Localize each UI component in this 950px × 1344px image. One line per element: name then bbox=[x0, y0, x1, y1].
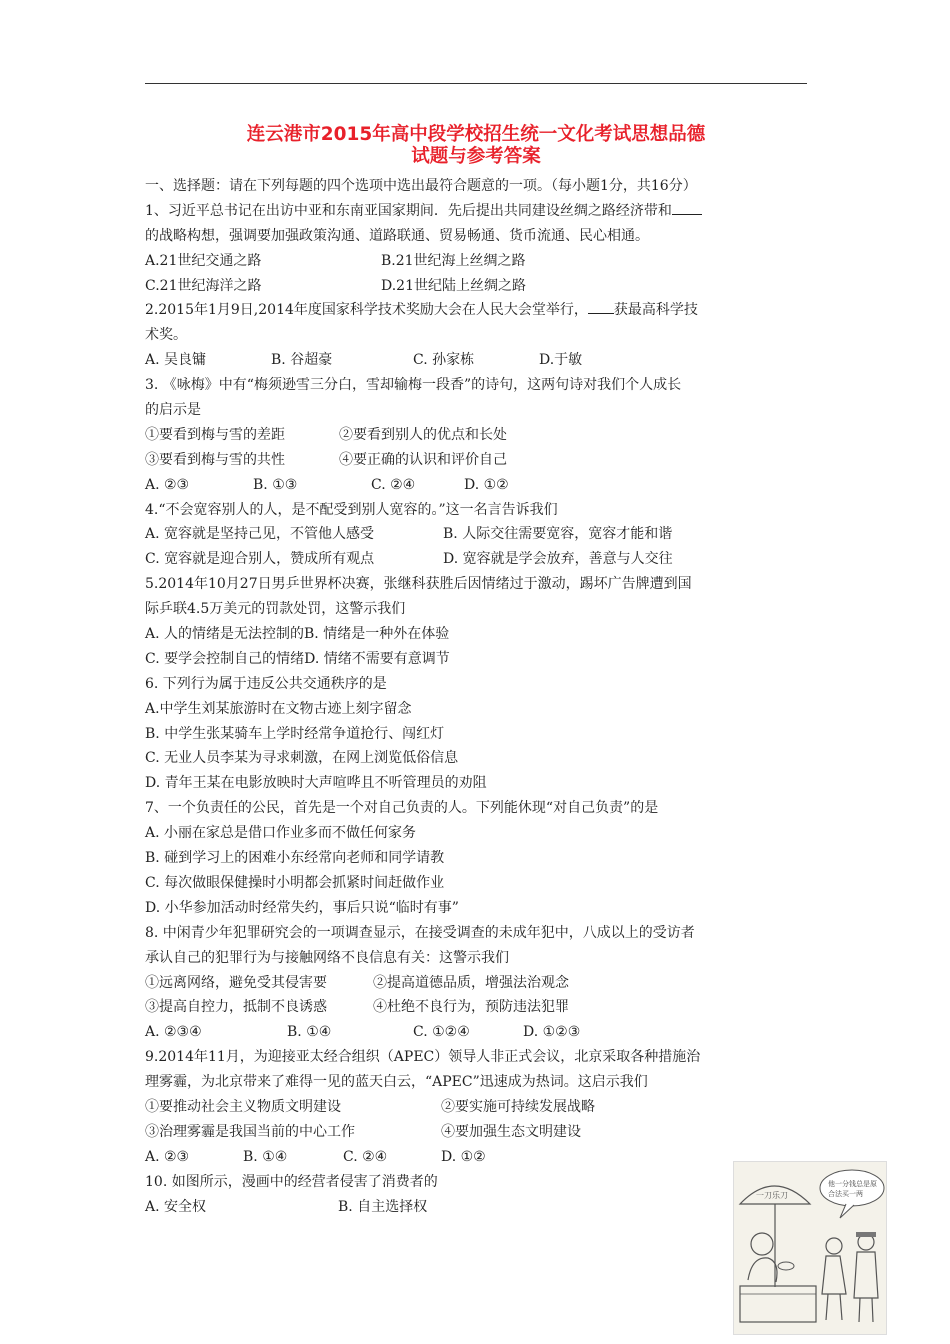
question-5-stem-cont: 际乒联4.5万美元的罚款处罚，这警示我们 bbox=[145, 601, 406, 618]
item-3: ③治理雾霾是我国当前的中心工作 bbox=[145, 1123, 355, 1140]
item-1: ①要推动社会主义物质文明建设 bbox=[145, 1098, 341, 1115]
option-b: B. ①③ bbox=[253, 476, 298, 493]
bubble-text-2: 合法买一两 bbox=[828, 1190, 863, 1198]
answer-blank bbox=[588, 299, 614, 314]
option-d: D. ①② bbox=[464, 476, 509, 493]
option-c: C. 无业人员李某为寻求刺激，在网上浏览低俗信息 bbox=[145, 750, 459, 767]
vendor-body bbox=[748, 1258, 777, 1282]
option-d: D. 宽容就是学会放弃，善意与人交往 bbox=[443, 551, 673, 568]
option-a: A. 小丽在家总是借口作业多而不做任何家务 bbox=[145, 825, 417, 842]
option-a: A. 安全权 bbox=[145, 1198, 207, 1215]
speech-bubble-tail bbox=[840, 1204, 854, 1218]
item-2: ②要实施可持续发展战略 bbox=[441, 1098, 595, 1115]
customer-head bbox=[826, 1238, 842, 1254]
question-3-options bbox=[145, 473, 810, 498]
question-6-stem: 6. 下列行为属于违反公共交通秩序的是 bbox=[145, 675, 387, 692]
option-d: D. 青年王某在电影放映时大声喧哗且不听管理员的劝阻 bbox=[145, 775, 487, 792]
option-c: C. ①②④ bbox=[413, 1024, 470, 1041]
customer-body bbox=[822, 1256, 846, 1294]
question-9-items-34 bbox=[145, 1120, 810, 1145]
item-2: ②要看到别人的优点和长处 bbox=[339, 426, 507, 443]
option-b: B. 中学生张某骑车上学时经常争道抢行、闯红灯 bbox=[145, 725, 445, 742]
question-7-stem: 7、一个负责任的公民，首先是一个对自己负责的人。下列能休现“对自己负责”的是 bbox=[145, 800, 659, 817]
option-d: D.21世纪陆上丝绸之路 bbox=[381, 277, 526, 294]
item-3: ③提高自控力，抵制不良诱惑 bbox=[145, 999, 327, 1016]
question-4-options-ab bbox=[145, 522, 810, 547]
question-3-stem: 3. 《咏梅》中有“梅须逊雪三分白，雪却输梅一段香”的诗句，这两句诗对我们个人成长 bbox=[145, 377, 682, 394]
stall-counter bbox=[740, 1286, 816, 1322]
option-a: A. ②③ bbox=[145, 1148, 190, 1165]
question-4-stem: 4.“不会宽容别人的人，是不配受到别人宽容的。”这一名言告诉我们 bbox=[145, 501, 558, 518]
option-c: C.21世纪海洋之路 bbox=[145, 277, 262, 294]
answer-blank bbox=[672, 200, 702, 215]
question-3-stem-cont: 的启示是 bbox=[145, 402, 201, 419]
question-1-stem: 1、习近平总书记在出访中亚和东南亚国家期间．先后提出共同建设丝绸之路经济带和 bbox=[145, 199, 810, 224]
question-5-options-cd: C. 要学会控制自己的情绪D. 情绪不需要有意调节 bbox=[145, 650, 450, 667]
option-a: A. ②③ bbox=[145, 476, 190, 493]
question-8-items-34 bbox=[145, 995, 810, 1020]
option-a: A. 宽容就是坚持己见，不管他人感受 bbox=[145, 526, 375, 543]
question-2-stem: 2.2015年1月9日,2014年度国家科学技术奖励大会在人民大会堂举行， 获最高科学技 bbox=[145, 298, 810, 323]
item-4: ④杜绝不良行为，预防违法犯罪 bbox=[373, 999, 569, 1016]
option-d: D. 小华参加活动时经常失约，事后只说“临时有事” bbox=[145, 899, 459, 916]
option-b: B.21世纪海上丝绸之路 bbox=[381, 252, 526, 269]
question-9-items-12 bbox=[145, 1095, 810, 1120]
option-b: B. 人际交往需要宽容，宽容才能和谐 bbox=[443, 526, 673, 543]
question-1-stem-cont: 的战略构想，强调要加强政策沟通、道路联通、贸易畅通、货币流通、民心相通。 bbox=[145, 227, 649, 244]
option-a: A.21世纪交通之路 bbox=[145, 252, 262, 269]
section-heading: 一、选择题：请在下列每题的四个选项中选出最符合题意的一项。（每小题1分，共16分） bbox=[145, 178, 697, 194]
bubble-text-1: 他一分钱总是原 bbox=[828, 1180, 877, 1188]
item-1: ①远离网络，避免受其侵害要 bbox=[145, 974, 327, 991]
umbrella-text: 一刀乐刀 bbox=[756, 1191, 788, 1200]
speech-bubble bbox=[820, 1170, 884, 1206]
question-10-stem: 10. 如图所示，漫画中的经营者侵害了消费者的 bbox=[145, 1173, 438, 1190]
option-b: B. ①④ bbox=[243, 1148, 288, 1165]
question-9-stem-cont: 理雾霾，为北京带来了难得一见的蓝天白云，“APEC”迅速成为热词。这启示我们 bbox=[145, 1074, 648, 1091]
vendor-head bbox=[751, 1233, 773, 1255]
option-b: B. 碰到学习上的困难小东经常向老师和同学请教 bbox=[145, 850, 445, 867]
cartoon-illustration bbox=[733, 1161, 887, 1335]
page-title: 连云港市2015年高中段学校招生统一文化考试思想品德 bbox=[246, 124, 706, 145]
question-10-options bbox=[145, 1195, 810, 1220]
question-3-items-34 bbox=[145, 448, 810, 473]
item-4: ④要正确的认识和评价自己 bbox=[339, 451, 507, 468]
question-1-options-cd bbox=[145, 274, 810, 299]
question-2-stem-cont: 术奖。 bbox=[145, 327, 187, 344]
option-d: D. ①②③ bbox=[523, 1024, 581, 1041]
option-c: C. 每次做眼保健操时小明都会抓紧时间赶做作业 bbox=[145, 874, 445, 891]
option-c: C. 孙家栋 bbox=[413, 352, 475, 369]
question-5-options-ab: A. 人的情绪是无法控制的B. 情绪是一种外在体验 bbox=[145, 626, 450, 643]
item-3: ③要看到梅与雪的共性 bbox=[145, 451, 285, 468]
question-8-stem: 8. 中闲青少年犯罪研究会的一项调查显示，在接受调查的未成年犯中，八成以上的受访者 bbox=[145, 924, 695, 941]
question-3-items-12 bbox=[145, 423, 810, 448]
item-1: ①要看到梅与雪的差距 bbox=[145, 426, 285, 443]
scale-icon bbox=[778, 1262, 794, 1270]
option-b: B. ①④ bbox=[287, 1024, 332, 1041]
option-d: D.于敏 bbox=[539, 352, 583, 369]
option-c: C. ②④ bbox=[343, 1148, 388, 1165]
option-c: C. 宽容就是迎合别人，赞成所有观点 bbox=[145, 551, 375, 568]
question-8-items-12 bbox=[145, 971, 810, 996]
option-c: C. ②④ bbox=[371, 476, 416, 493]
option-d: D. ①② bbox=[441, 1148, 486, 1165]
officer-body bbox=[854, 1252, 878, 1298]
question-9-options bbox=[145, 1145, 810, 1170]
option-a: A. ②③④ bbox=[145, 1024, 202, 1041]
option-a: A.中学生刘某旅游时在文物古迹上刻字留念 bbox=[145, 700, 412, 717]
question-2-options bbox=[145, 348, 810, 373]
question-8-stem-cont: 承认自己的犯罪行为与接触网络不良信息有关：这警示我们 bbox=[145, 949, 509, 966]
officer-cap bbox=[856, 1232, 876, 1237]
question-1-options-ab bbox=[145, 249, 810, 274]
option-a: A. 吴良镛 bbox=[145, 352, 207, 369]
cartoon-drawing bbox=[734, 1162, 886, 1334]
option-b: B. 自主选择权 bbox=[338, 1198, 428, 1215]
item-2: ②提高道德品质，增强法治观念 bbox=[373, 974, 569, 991]
header-rule bbox=[145, 83, 807, 84]
question-8-options bbox=[145, 1020, 810, 1045]
item-4: ④要加强生态文明建设 bbox=[441, 1123, 581, 1140]
exam-content bbox=[145, 174, 810, 1219]
option-b: B. 谷超豪 bbox=[271, 352, 333, 369]
question-9-stem: 9.2014年11月，为迎接亚太经合组织（APEC）领导人非正式会议，北京采取各种措施治 bbox=[145, 1049, 701, 1066]
page-subtitle: 试题与参考答案 bbox=[411, 146, 541, 167]
question-4-options-cd bbox=[145, 547, 810, 572]
question-5-stem: 5.2014年10月27日男乒世界杯决赛，张继科获胜后因情绪过于激动，踢坏广告牌遭到国 bbox=[145, 576, 692, 593]
